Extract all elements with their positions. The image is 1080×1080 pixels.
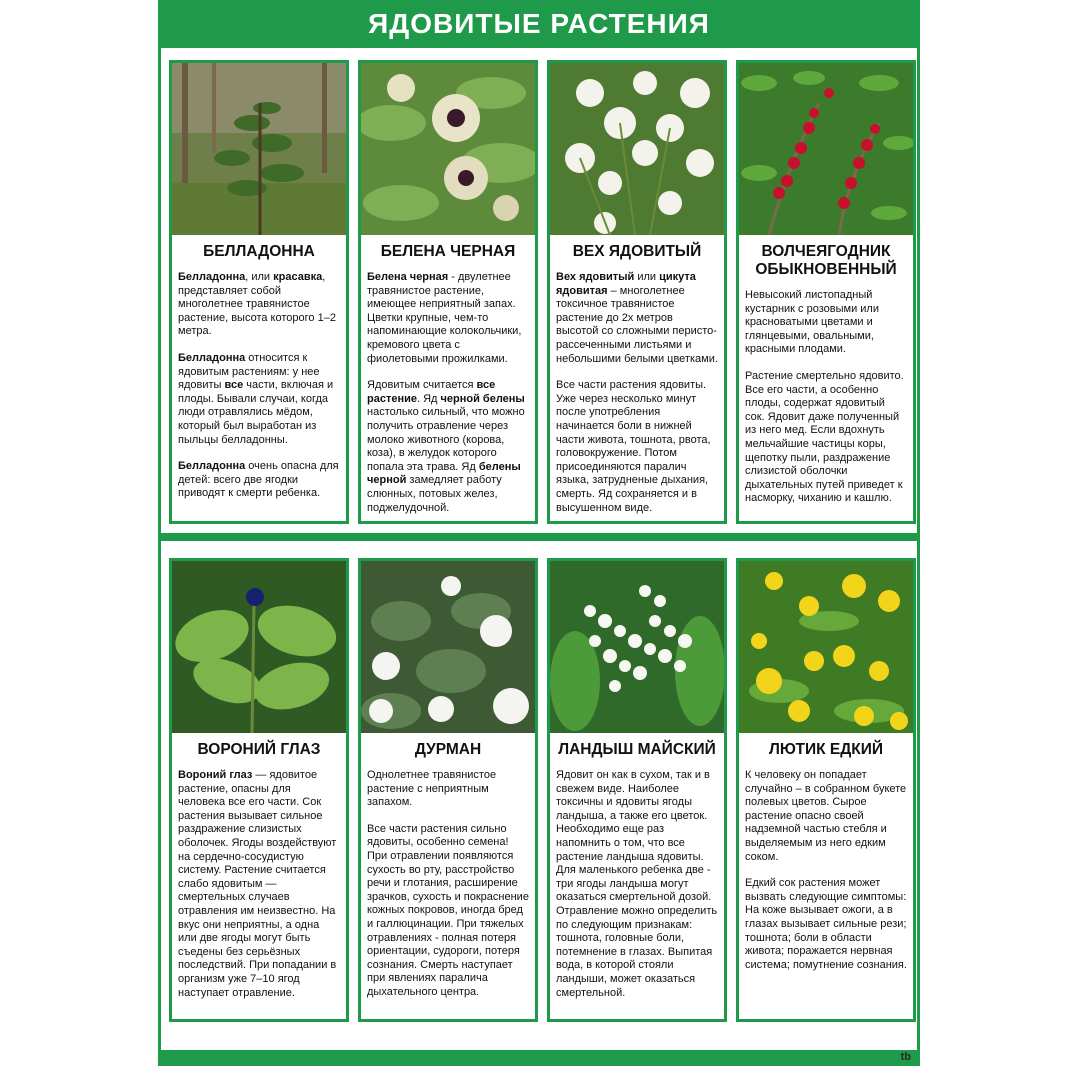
- card-text: [556, 271, 718, 528]
- paragraph-segment: Растение смертельно ядовито. Все его части, а особенно плоды, содержат ядовитый сок. Ядовит даже полученный из него мед. Если вдохнуть мельчайшие частицы коры, щепотку пыли, раздражение слизистой оболочки дыхательных путей приведет к насморку, чиханию и кашлю.: [745, 369, 904, 505]
- paragraph-segment: Вороний глаз: [178, 769, 253, 781]
- card-paragraph: [745, 877, 907, 972]
- paragraph-segment: Белладонна: [178, 271, 246, 283]
- card-title: ЛЮТИК ЕДКИЙ: [769, 741, 883, 758]
- paragraph-segment: части, включая и плоды. Бывали случаи, когда люди отравлялись мёдом, который был выработан из пыльцы белладонны.: [178, 379, 334, 446]
- plant-card-lily-of-the-valley: [547, 558, 727, 1022]
- buttercup-photo: [739, 561, 913, 733]
- card-paragraph: [556, 769, 718, 1000]
- card-paragraph: [367, 271, 529, 366]
- card-title: ВОЛЧЕЯГОДНИК ОБЫКНОВЕННЫЙ: [755, 243, 897, 278]
- paragraph-segment: цикута ядовитая: [556, 271, 696, 297]
- card-paragraph: [367, 769, 529, 810]
- card-title: ДУРМАН: [414, 741, 482, 758]
- paragraph-segment: все растение: [367, 379, 496, 405]
- card-paragraph: [556, 271, 718, 366]
- paragraph-segment: белены черной: [367, 460, 521, 487]
- card-paragraph: [556, 379, 718, 515]
- poster-header: [161, 0, 917, 48]
- publisher-mark: tb: [900, 1051, 911, 1063]
- plant-card-buttercup: [736, 558, 916, 1022]
- card-text: [367, 271, 529, 528]
- card-paragraph: [745, 769, 907, 864]
- card-text: [745, 289, 907, 519]
- paragraph-segment: очень опасна для детей: всего две ягодки приводят к смерти ребенка.: [178, 460, 339, 500]
- paragraph-segment: замедляет работу слюнных, потовых желез, поджелудочной.: [367, 474, 502, 514]
- plant-card-datura: [358, 558, 538, 1022]
- paragraph-segment: , представляет собой многолетнее травянистое растение, высота которого 1–2 метра.: [178, 271, 336, 338]
- card-paragraph: [745, 289, 907, 357]
- paragraph-segment: , или: [245, 271, 274, 283]
- paragraph-segment: относится к ядовитым растениям: у нее ядовиты: [178, 351, 320, 392]
- paragraph-segment: Вех ядовитый: [556, 271, 635, 283]
- card-text: [745, 769, 907, 985]
- paragraph-segment: красавка: [273, 271, 323, 283]
- paragraph-segment: Все части растения ядовиты. Уже через несколько минут после употребления начинается боли в нижней части живота, тошнота, рвота, головокружение. Потом присоединяются паралич языка, затрудненые дыхания, смерть. Яд сохраняется и в высушенном виде.: [556, 379, 711, 514]
- card-paragraph: [367, 379, 529, 515]
- card-paragraph: [367, 823, 529, 1000]
- card-paragraph: [178, 769, 340, 1000]
- poster-title: ЯДОВИТЫЕ РАСТЕНИЯ: [368, 8, 710, 39]
- paragraph-segment: Белладонна: [178, 351, 246, 364]
- card-title: БЕЛЛАДОННА: [203, 243, 315, 260]
- card-paragraph: [745, 370, 907, 506]
- card-title: БЕЛЕНА ЧЕРНАЯ: [380, 243, 516, 260]
- datura-photo: [361, 561, 535, 733]
- paragraph-segment: Белладонна: [178, 460, 246, 473]
- divider-band: [161, 533, 917, 541]
- water-hemlock-photo: [550, 63, 724, 235]
- card-title: ЛАНДЫШ МАЙСКИЙ: [558, 741, 716, 758]
- card-title: ВОРОНИЙ ГЛАЗ: [197, 741, 321, 758]
- card-paragraph: [178, 460, 340, 501]
- plant-card-henbane: [358, 60, 538, 524]
- paragraph-segment: или: [634, 271, 660, 283]
- poster: [158, 0, 920, 1066]
- paragraph-segment: — ядовитое растение, опасны для человека все его части. Сок растения вызывает сильное раздражение слизистых оболочек. Ягоды воздействуют на сердечно-сосудистую систему. Растение считается слабо ядовитым — смертельных случаев отравления им неизвестно. На вкус они неприятны, а одна или две ягоды могут быть съедены без серьёзных последствий. При попадании в организм уже 7–10 ягод наступает отравление.: [178, 769, 337, 999]
- plant-card-daphne: [736, 60, 916, 524]
- card-text: [178, 769, 340, 1013]
- paragraph-segment: - двулетнее травянистое растение, имеющее неприятный запах. Цветки крупные, чем-то напоминающие колокольчики, кремового цвета с фиолетовыми прожилками.: [367, 271, 522, 365]
- card-paragraph: [178, 352, 340, 447]
- paragraph-segment: . Яд: [416, 392, 441, 405]
- paragraph-segment: Белена черная: [367, 271, 449, 283]
- daphne-photo: [739, 63, 913, 235]
- belladonna-photo: [172, 63, 346, 235]
- henbane-photo: [361, 63, 535, 235]
- paragraph-segment: Невысокий листопадный кустарник с розовыми или красноватыми цветами и глянцевыми, овальными, красными плодами.: [745, 289, 879, 356]
- plant-card-herb-paris: [169, 558, 349, 1022]
- paragraph-segment: К человеку он попадает случайно – в собранном букете полевых цветов. Сырое растение опасно своей надземной частью стебля и выделяемым из него едким соком.: [745, 769, 907, 863]
- paragraph-segment: – многолетнее токсичное травянистое растение до 2х метров высотой со сложными перисто-рассеченными листьями и небольшими белыми цветками.: [556, 284, 718, 365]
- paragraph-segment: Ядовит он как в сухом, так и в свежем виде. Наиболее токсичны и ядовиты ягоды ландыша, а также его цветок. Необходимо еще раз напомнить о том, что все растение ландыша ядовиты. Для маленького ребенка две - три ягоды ландыша могут оказаться смертельной дозой. Отравление можно определить по следующим признакам: тошнота, головные боли, потемнение в глазах. Выпитая вода, в которой стояли ландыши, может оказаться смертельной.: [556, 769, 718, 999]
- herb-paris-photo: [172, 561, 346, 733]
- paragraph-segment: настолько сильный, что можно получить отравление через молоко животного (корова, коза), в желудок которого попала эта трава. Яд: [367, 406, 525, 473]
- paragraph-segment: Однолетнее травянистое растение с неприятным запахом.: [367, 769, 497, 809]
- plant-card-water-hemlock: [547, 60, 727, 524]
- paragraph-segment: черной белены: [440, 392, 525, 405]
- poster-footer: [161, 1050, 917, 1066]
- paragraph-segment: все: [224, 379, 244, 392]
- card-text: [556, 769, 718, 1013]
- paragraph-segment: Все части растения сильно ядовиты, особенно семена! При отравлении появляются сухость во рту, расстройство речи и глотания, расширение зрачков, сухость и покраснение кожных покровов, иногда бред и галлюцинации. При тяжелых отравлениях - полная потеря ориентации, судороги, потеря сознания. Смерть наступает при явлениях паралича дыхательного центра.: [367, 822, 529, 998]
- lily-of-the-valley-photo: [550, 561, 724, 733]
- card-text: [367, 769, 529, 1013]
- paragraph-segment: Ядовитым считается: [367, 379, 477, 392]
- plant-card-belladonna: [169, 60, 349, 524]
- card-title: ВЕХ ЯДОВИТЫЙ: [572, 243, 702, 260]
- card-paragraph: [178, 271, 340, 339]
- card-text: [178, 271, 340, 514]
- paragraph-segment: Едкий сок растения может вызвать следующие симптомы: На коже вызывает ожоги, а в глазах вызывает сильные рези; тошнота; боли в области живота; поражается нервная система; помутнение сознания.: [745, 877, 907, 971]
